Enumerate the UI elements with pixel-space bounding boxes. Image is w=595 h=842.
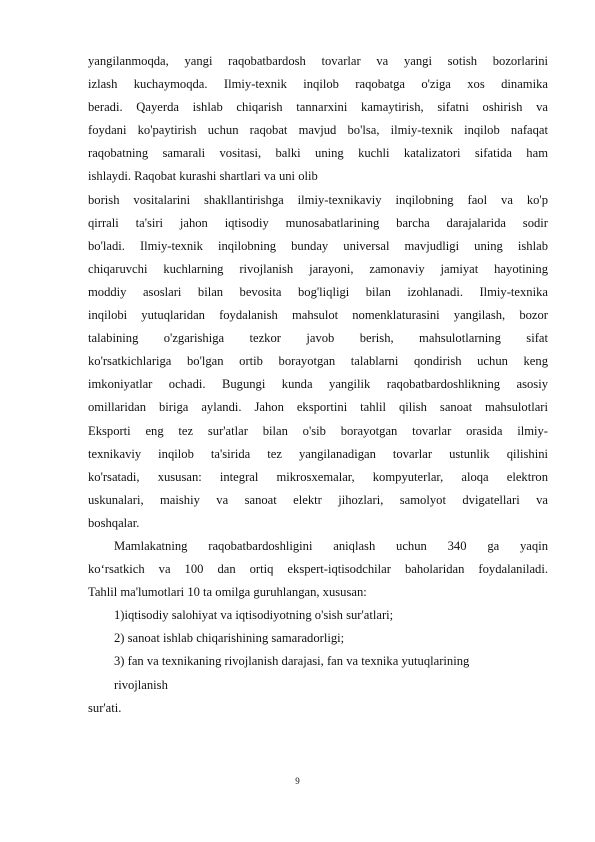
text-line: izlash kuchaymoqda. Ilmiy-texnik inqilob raqobatga o'ziga xos dinamika [88,77,548,92]
text-line: omillaridan biriga aylandi. Jahon eksportini tahlil qilish sanoat mahsulotlari [88,400,548,415]
text-line: Mamlakatning raqobatbardoshligini aniqlash uchun 340 ga yaqin [114,538,548,553]
list-item: 1)iqtisodiy salohiyat va iqtisodiyotning o'sish sur'atlari; [114,608,394,623]
list-item: 2) sanoat ishlab chiqarishining samaradorligi; [114,631,345,646]
text-line: borish vositalarini shakllantirishga ilmiy-texnikaviy inqilobning faol va ko'p [88,192,548,207]
text-line: imkoniyatlar ochadi. Bugungi kunda yangilik raqobatbardoshlikning asosiy [88,377,548,392]
body-text [88,50,548,720]
text-line: ko‘rsatkich va 100 dan ortiq ekspert-iqtisodchilar baholaridan foydalaniladi. [88,562,548,577]
text-line: sur'ati. [88,700,122,715]
text-line: uskunalari, maishiy va sanoat elektr jihozlari, samolyot dvigatellari va [88,492,548,507]
text-line: yangilanmoqda, yangi raqobatbardosh tovarlar va yangi sotish bozorlarini [88,54,548,68]
list-item-continuation: rivojlanish [114,677,168,692]
text-line: qirrali ta'siri jahon iqtisodiy munosabatlarining barcha darajalarida sodir [88,215,548,230]
text-line: bo'ladi. Ilmiy-texnik inqilobning bunday universal mavjudligi uning ishlab [88,238,548,253]
text-line: ko'rsatadi, xususan: integral mikrosxemalar, kompyuterlar, aloqa elektron [88,469,548,484]
text-line: boshqalar. [88,515,140,530]
text-line: ko'rsatkichlariga bo'lgan ortib borayotgan talablarni qondirish uchun keng [88,354,548,369]
text-line: talabining o'zgarishiga tezkor javob berish, mahsulotlarning sifat [88,331,548,346]
text-line: moddiy asoslari bilan bevosita bog'liqligi bilan izohlanadi. Ilmiy-texnika [88,284,548,299]
text-line: ishlaydi. Raqobat kurashi shartlari va uni olib [88,169,318,184]
text-line: Tahlil ma'lumotlari 10 ta omilga guruhlangan, xususan: [88,585,367,600]
page-number: 9 [295,776,300,786]
text-line: raqobatning samarali vositasi, balki uning kuchli katalizatori sifatida ham [88,146,548,161]
text-line: Eksporti eng tez sur'atlar bilan o'sib borayotgan tovarlar orasida ilmiy- [88,423,548,438]
list-item: 3) fan va texnikaning rivojlanish darajasi, fan va texnika yutuqlarining [114,654,470,669]
text-line: inqilobi yutuqlaridan foydalanish mahsulot nomenklaturasini yangilash, bozor [88,308,548,323]
text-line: foydani ko'paytirish uchun raqobat mavjud bo'lsa, ilmiy-texnik inqilob nafaqat [88,123,548,138]
text-line: chiqaruvchi kuchlarning rivojlanish jarayoni, zamonaviy jamiyat hayotining [88,261,548,276]
text-line: beradi. Qayerda ishlab chiqarish tannarxini kamaytirish, sifatni oshirish va [88,100,548,115]
text-line: texnikaviy inqilob ta'sirida tez yangilanadigan tovarlar ustunlik qilishini [88,446,548,461]
